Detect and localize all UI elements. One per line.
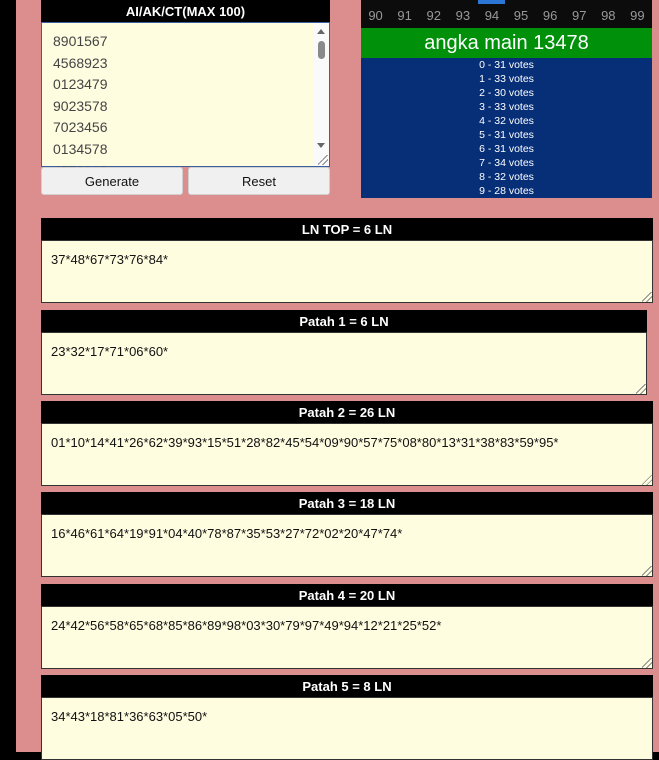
ai-input-line: 8901567 (53, 33, 108, 49)
section-result-textarea[interactable] (41, 606, 653, 669)
vote-line: 7 - 34 votes (479, 157, 534, 169)
vote-line: 5 - 31 votes (479, 129, 534, 141)
section-result-textarea[interactable] (41, 423, 653, 486)
ai-input-line: 0123479 (53, 76, 108, 93)
ai-input-lines (53, 31, 108, 182)
vote-line: 9 - 28 votes (479, 185, 534, 197)
section-result-text: 24*42*56*58*65*68*85*86*89*98*03*30*79*97*49*94*12*21*25*52* (51, 618, 442, 633)
resize-grip-icon[interactable] (642, 566, 652, 576)
number-tab-95[interactable]: 95 (513, 8, 529, 23)
vote-line: 1 - 33 votes (479, 73, 534, 85)
section-result-textarea[interactable] (41, 697, 653, 760)
votes-list (361, 58, 652, 198)
number-tab-92[interactable]: 92 (426, 8, 441, 23)
number-tab-96[interactable]: 96 (542, 8, 558, 23)
section-result-textarea[interactable] (41, 514, 653, 577)
resize-grip-icon[interactable] (642, 292, 652, 302)
resize-grip-icon[interactable] (636, 384, 646, 394)
section-result-text: 23*32*17*71*06*60* (51, 344, 169, 359)
number-tab-90[interactable]: 90 (368, 8, 383, 23)
number-tab-99[interactable]: 99 (630, 8, 645, 23)
result-section (41, 401, 653, 486)
number-tab-94[interactable]: 94 (477, 0, 506, 28)
section-result-textarea[interactable] (41, 332, 647, 395)
result-section (41, 492, 653, 577)
section-result-text: 37*48*67*73*76*84* (51, 252, 169, 267)
section-title: Patah 2 = 26 LN (41, 401, 653, 423)
scroll-thumb[interactable] (318, 41, 325, 59)
number-tab-91[interactable]: 91 (397, 8, 412, 23)
section-result-textarea[interactable] (41, 240, 653, 303)
result-section (41, 584, 653, 669)
textarea-scrollbar[interactable] (314, 23, 329, 166)
resize-grip-icon[interactable] (642, 658, 652, 668)
angka-main-banner: angka main 13478 (361, 28, 652, 58)
section-result-text: 16*46*61*64*19*91*04*40*78*87*35*53*27*72*02*20*47*74* (51, 526, 403, 541)
section-title: Patah 3 = 18 LN (41, 492, 653, 514)
section-result-text: 34*43*18*81*36*63*05*50* (51, 709, 208, 724)
scroll-up-arrow-icon[interactable] (317, 29, 325, 34)
resize-grip-icon[interactable] (642, 475, 652, 485)
generate-button[interactable]: Generate (41, 167, 183, 195)
section-title: Patah 4 = 20 LN (41, 584, 653, 606)
result-section (41, 218, 653, 303)
number-tab-98[interactable]: 98 (601, 8, 616, 23)
vote-line: 2 - 30 votes (479, 87, 534, 99)
number-tab-row (361, 0, 652, 28)
section-title: Patah 1 = 6 LN (41, 310, 647, 332)
result-section (41, 675, 653, 760)
vote-line: 8 - 32 votes (479, 171, 534, 183)
vote-line: 6 - 31 votes (479, 143, 534, 155)
scroll-down-arrow-icon[interactable] (317, 143, 325, 148)
number-tab-93[interactable]: 93 (455, 8, 471, 23)
ai-input-line: 0134578 (53, 140, 108, 157)
section-result-text: 01*10*14*41*26*62*39*93*15*51*28*82*45*54*09*90*57*75*08*80*13*31*38*83*59*95* (51, 435, 559, 450)
ai-input-header: AI/AK/CT(MAX 100) (41, 0, 330, 22)
vote-line: 4 - 32 votes (479, 115, 534, 127)
result-section (41, 310, 647, 395)
reset-button[interactable]: Reset (188, 167, 330, 195)
vote-line: 0 - 31 votes (479, 59, 534, 71)
ai-input-textarea[interactable] (41, 22, 330, 167)
number-tab-97[interactable]: 97 (571, 8, 587, 23)
section-title: Patah 5 = 8 LN (41, 675, 653, 697)
ai-input-line: 9023578 (53, 97, 108, 114)
resize-grip-icon[interactable] (318, 155, 328, 165)
ai-input-line: 4568923 (53, 54, 108, 71)
ai-input-line: 7023456 (53, 119, 108, 136)
section-title: LN TOP = 6 LN (41, 218, 653, 240)
vote-line: 3 - 33 votes (479, 101, 534, 113)
